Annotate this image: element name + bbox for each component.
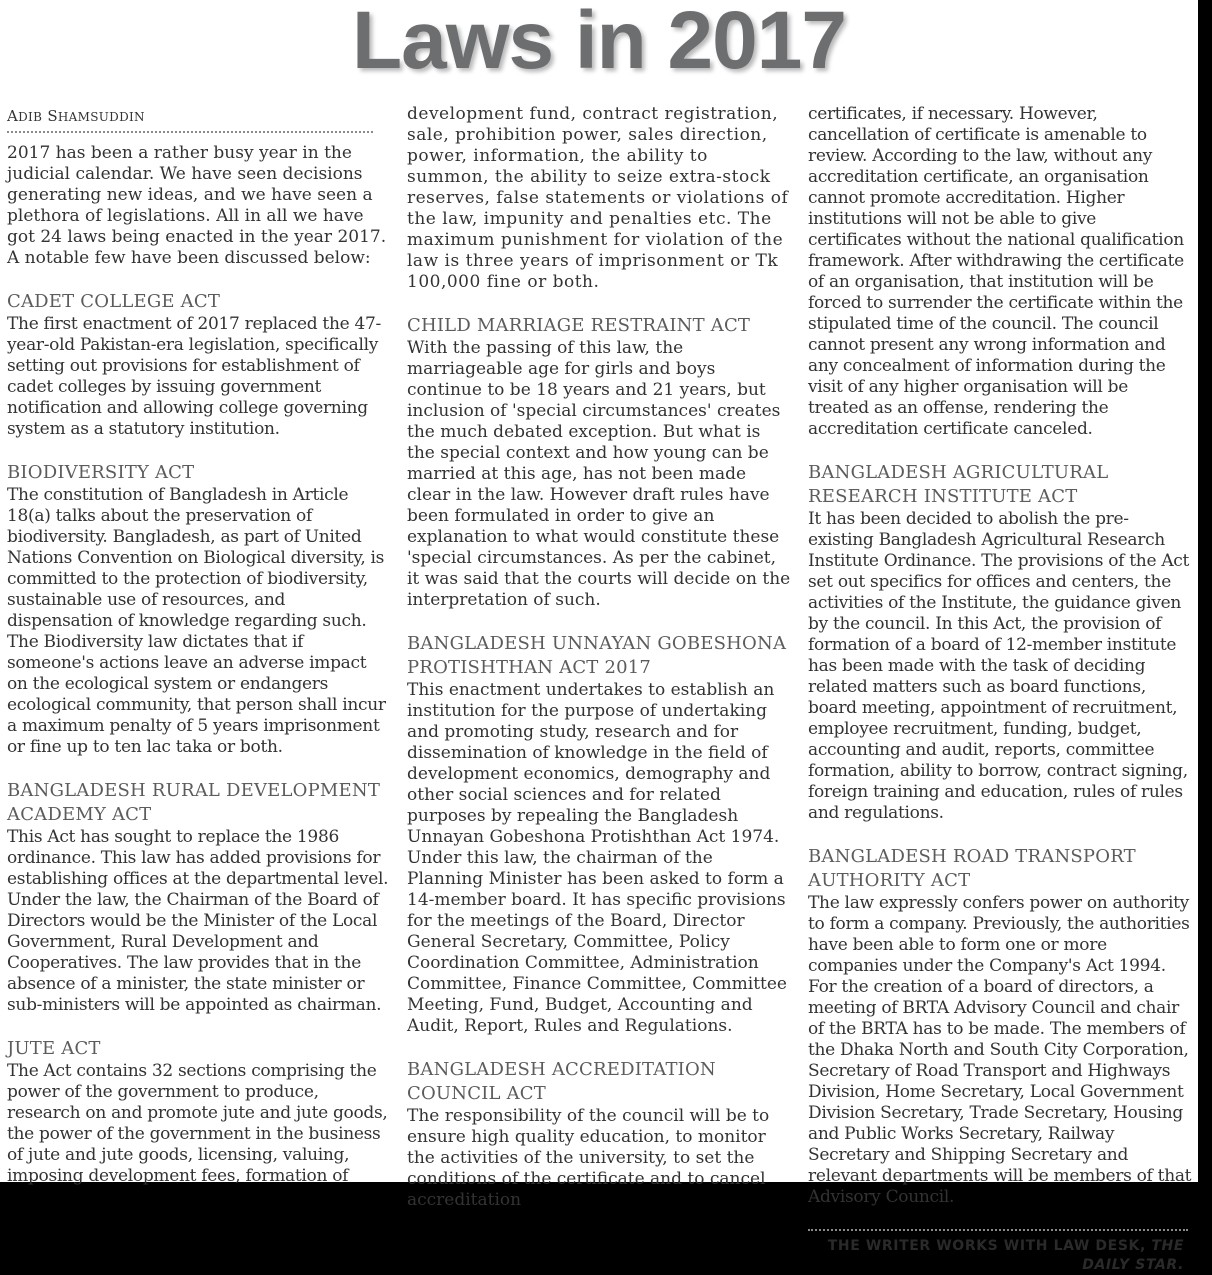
section-heading: CADET COLLEGE ACT [7, 291, 221, 312]
section-unnayan-gobeshona-act [407, 632, 791, 1037]
author-note-prefix: THE WRITER WORKS WITH LAW DESK, [827, 1238, 1146, 1254]
byline-initial: A [7, 107, 19, 125]
section-body: The first enactment of 2017 replaced the 47-year-old Pakistan-era legislation, specifically setting out provisions for establishment of cadet colleges by issuing government notification and allowing college governing system as a statutory institution. [7, 314, 381, 439]
byline [7, 104, 373, 133]
author-note [808, 1237, 1192, 1275]
section-body: With the passing of this law, the marriageable age for girls and boys continue to be 18 years and 21 years, but inclusion of 'special circumstances' creates the much debated exception. But what is the special context and how young can be married at this age, has not been made clear in the law. However draft rules have been formulated in order to give an explanation to what would constitute these 'special circumstances. As per the cabinet, it was said that the courts will decide on the interpretation of such. [407, 338, 791, 610]
section-body: The constitution of Bangladesh in Article 18(a) talks about the preservation of biodiversity. Bangladesh, as part of United Nations Convention on Biological diversity, is committed to the protection of biodiversity, sustainable use of resources, and dispensation of knowledge regarding such. The Biodiversity law dictates that if someone's actions leave an adverse impact on the ecological system or endangers ecological community, that person shall incur a maximum penalty of 5 years imprisonment or fine up to ten lac taka or both. [7, 485, 386, 757]
section-body: The law expressly confers power on authority to form a company. Previously, the authorities have been able to form one or more companies under the Company's Act 1994. For the creation of a board of directors, a meeting of BRTA Advisory Council and chair of the BRTA has to be made. The members of the Dhaka North and South City Corporation, Secretary of Road Transport and Highways Division, Home Secretary, Local Government Division Secretary, Trade Secretary, Housing and Public Works Secretary, Railway Secretary and Shipping Secretary and relevant departments will be members of that Advisory Council. [808, 893, 1192, 1207]
section-accreditation-council-act [407, 1058, 791, 1211]
section-heading: BANGLADESH ACCREDITATION COUNCIL ACT [407, 1059, 716, 1104]
section-road-transport-authority-act [808, 845, 1192, 1208]
section-jute-act [7, 1037, 389, 1187]
section-body: This enactment undertakes to establish an institution for the purpose of undertaking and promoting study, research and for dissemination of knowledge in the field of development economics, demography and other social sciences and for related purposes by repealing the Bangladesh Unnayan Gobeshona Protishthan Act 1974. Under this law, the chairman of the Planning Minister has been asked to form a 14-member board. It has specific provisions for the meetings of the Board, Director General Secretary, Committee, Policy Coordination Committee, Administration Committee, Finance Committee, Committee Meeting, Fund, Budget, Accounting and Audit, Report, Rules and Regulations. [407, 680, 787, 1036]
section-heading: BIODIVERSITY ACT [7, 462, 195, 483]
byline-initial-2: S [47, 107, 58, 125]
section-heading: JUTE ACT [7, 1038, 101, 1059]
section-body: The Act contains 32 sections comprising the power of the government to produce, research on and promote jute and jute goods, the power of the government in the business of jute and jute goods, licensing, valuing, imposing development fees, formation of [7, 1061, 388, 1186]
section-cadet-college-act [7, 290, 389, 440]
section-body: The responsibility of the council will be to ensure high quality education, to monitor the activities of the university, to set the conditions of the certificate and to cancel accreditation [407, 1106, 770, 1210]
section-jute-act-continued [407, 104, 791, 293]
byline-first-name: DIB [18, 110, 43, 124]
section-body: It has been decided to abolish the pre-existing Bangladesh Agricultural Research Institute Ordinance. The provisions of the Act set out specifics for offices and centers, the activities of the Institute, the guidance given by the council. In this Act, the provision of formation of a board of 12-member institute has been made with the task of deciding related matters such as board functions, board meeting, appointment of recruitment, employee recruitment, funding, budget, accounting and audit, reports, committee formation, ability to borrow, contract signing, foreign training and education, rules of rules and regulations. [808, 509, 1190, 823]
column-1 [7, 104, 389, 1208]
column-2 [407, 104, 791, 1232]
section-body: certificates, if necessary. However, cancellation of certificate is amenable to review. According to the law, without any accreditation certificate, an organisation cannot promote accreditation. Higher institutions will not be able to give certificates without the national qualification framework. After withdrawing the certificate of an organisation, that institution will be forced to surrender the certificate within the stipulated time of the council. The council cannot present any wrong information and any concealment of information during the visit of any higher organisation will be treated as an offense, rendering the accreditation certificate canceled. [808, 104, 1184, 439]
section-biodiversity-act [7, 461, 389, 758]
section-heading: BANGLADESH AGRICULTURAL RESEARCH INSTITUTE ACT [808, 462, 1109, 507]
publication-name-part-1: THE [1151, 1238, 1184, 1254]
intro-text: 2017 has been a rather busy year in the judicial calendar. We have seen decisions generating new ideas, and we have seen a plethora of legislations. All in all we have got 24 laws being enacted in the year 2017. A notable few have been discussed below: [7, 143, 387, 268]
section-body: This Act has sought to replace the 1986 ordinance. This law has added provisions for establishing offices at the departmental level. Under the law, the Chairman of the Board of Directors would be the Minister of the Local Government, Rural Development and Cooperatives. The law provides that in the absence of a minister, the state minister or sub-ministers will be appointed as chairman. [7, 827, 389, 1015]
publication-name-part-2: DAILY STAR. [1082, 1257, 1184, 1273]
section-child-marriage-restraint-act [407, 314, 791, 611]
column-3 [808, 104, 1192, 1275]
section-accreditation-council-act-continued [808, 104, 1192, 440]
section-rural-development-academy-act [7, 779, 389, 1016]
intro [7, 143, 389, 269]
footer-divider [808, 1229, 1188, 1231]
byline-last-name: HAMSUDDIN [57, 110, 145, 124]
section-heading: BANGLADESH UNNAYAN GOBESHONA PROTISHTHAN ACT 2017 [407, 633, 787, 678]
section-heading: BANGLADESH ROAD TRANSPORT AUTHORITY ACT [808, 846, 1136, 891]
section-agricultural-research-institute-act [808, 461, 1192, 824]
section-heading: BANGLADESH RURAL DEVELOPMENT ACADEMY ACT [7, 780, 381, 825]
headline: Laws in 2017 [352, 0, 846, 86]
section-body: development fund, contract registration, sale, prohibition power, sales direction, power, information, the ability to summon, the ability to seize extra-stock reserves, false statements or violations of the law, impunity and penalties etc. The maximum punishment for violation of the law is three years of imprisonment or Tk 100,000 fine or both. [407, 104, 789, 292]
section-heading: CHILD MARRIAGE RESTRAINT ACT [407, 315, 751, 336]
